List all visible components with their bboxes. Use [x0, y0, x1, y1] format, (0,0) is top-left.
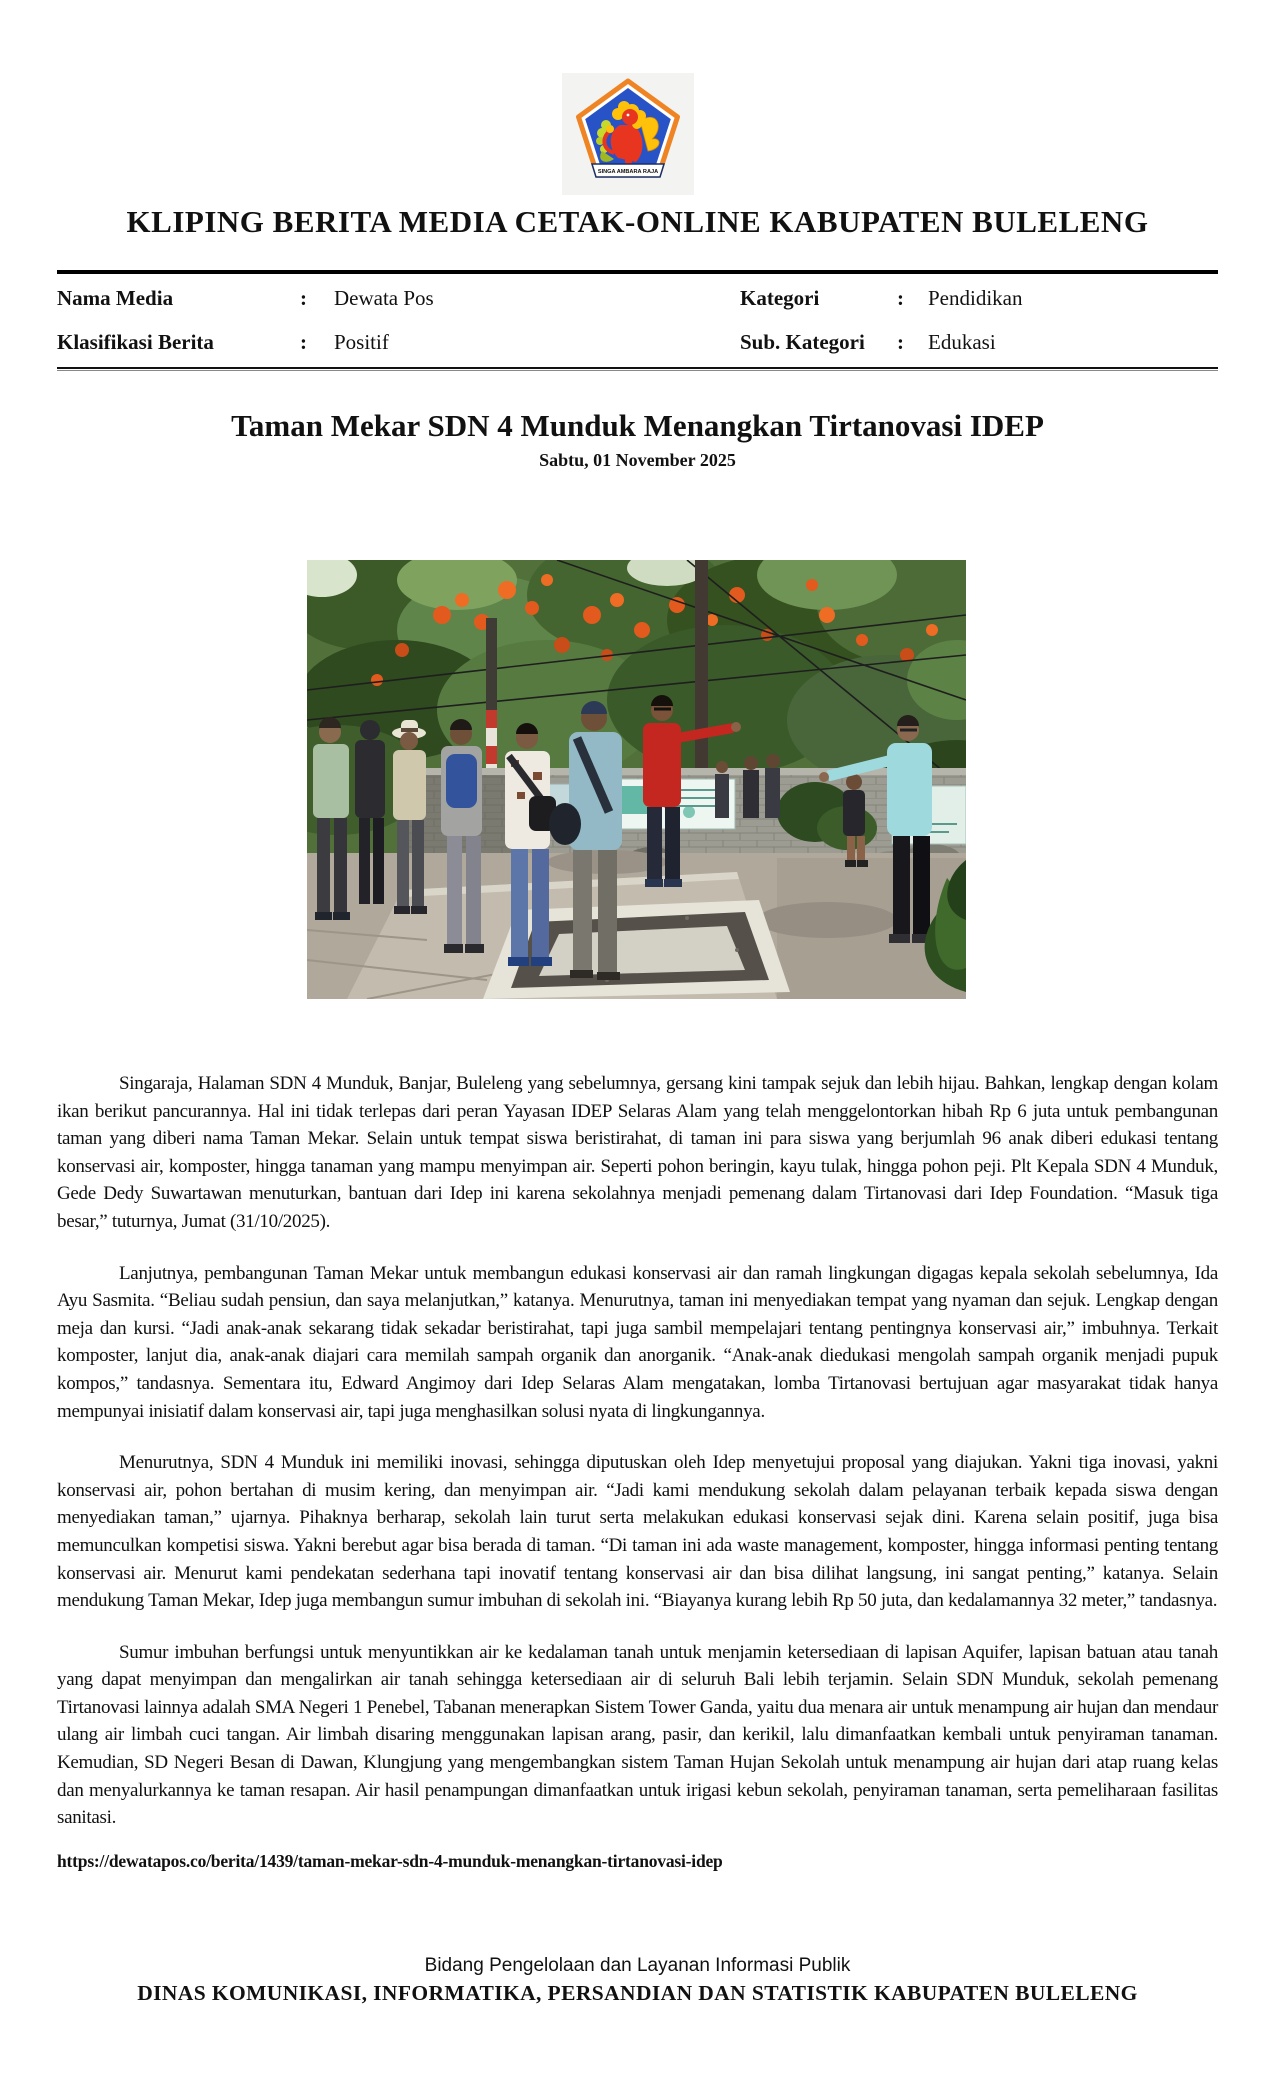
gravel-well-feature [483, 900, 790, 999]
sub-kategori-value: Edukasi [928, 330, 996, 354]
article-title: Taman Mekar SDN 4 Munduk Menangkan Tirtanovasi IDEP [231, 408, 1044, 443]
article-date: Sabtu, 01 November 2025 [539, 450, 736, 470]
klasifikasi-berita-value: Positif [334, 330, 389, 354]
colon: : [300, 330, 307, 354]
source-url-link[interactable]: https://dewatapos.co/berita/1439/taman-mekar-sdn-4-munduk-menangkan-tirtanovasi-idep [57, 1851, 723, 1871]
divider-meta-bottom [57, 367, 1218, 371]
divider-top [57, 270, 1218, 274]
footer-division-line: Bidang Pengelolaan dan Layanan Informasi Publik [424, 1955, 851, 1976]
article-body [57, 1070, 1218, 1856]
kategori-value: Pendidikan [928, 286, 1023, 310]
buleleng-coat-of-arms-logo [562, 73, 694, 195]
footer-agency-line: DINAS KOMUNIKASI, INFORMATIKA, PERSANDIAN DAN STATISTIK KABUPATEN BULELENG [137, 1981, 1138, 2005]
document-title: KLIPING BERITA MEDIA CETAK-ONLINE KABUPATEN BULELENG [126, 204, 1149, 239]
colon: : [897, 330, 904, 354]
paragraph-4: Sumur imbuhan berfungsi untuk menyuntikkan air ke kedalaman tanah untuk menjamin ketersediaan di lapisan Aquifer, lapisan batuan atau tanah yang dapat menyimpan dan mengalirkan air tanah sehingga ketersediaan air di seluruh Bali lebih terjamin. Selain SDN Munduk, sekolah pemenang Tirtanovasi lainnya adalah SMA Negeri 1 Penebel, Tabanan menerapkan Sistem Tower Ganda, yaitu dua menara air untuk menampung air hujan dan mendaur ulang air limbah cuci tangan. Air limbah disaring menggunakan lapisan arang, pasir, dan kerikil, lalu dimanfaatkan kembali untuk penyiraman tanaman. Kemudian, SD Negeri Besan di Dawan, Klungjung yang mengembangkan sistem Taman Hujan Sekolah untuk menampung air hujan dari atap ruang kelas dan menyalurkannya ke taman resapan. Air hasil penampungan dimanfaatkan untuk irigasi kebun sekolah, penyiraman tanaman, serta pemeliharaan fasilitas sanitasi. [57, 1641, 1218, 1829]
kategori-label: Kategori [740, 286, 820, 310]
palm-trunk [695, 560, 708, 792]
logo-banner-text: SINGA AMBARA RAJA [597, 169, 659, 175]
klasifikasi-berita-label: Klasifikasi Berita [57, 330, 214, 354]
paragraph-2: Lanjutnya, pembangunan Taman Mekar untuk membangun edukasi konservasi air dan ramah lingkungan digagas kepala sekolah sebelumnya, Ida Ayu Sasmita. “Beliau sudah pensiun, dan saya melanjutkan,” katanya. Menurutnya, taman ini menyediakan tempat yang nyaman dan sejuk. Lengkap dengan meja dan kursi. “Jadi anak-anak sekarang tidak sekadar beristirahat, tapi juga sambil mempelajari tentang pentingnya konservasi air,” imbuhnya. Terkait komposter, lanjut dia, anak-anak diajari cara memilah sampah organik dan anorganik. “Anak-anak diedukasi mengolah sampah organik menjadi pupuk kompos,” tandasnya. Sementara itu, Edward Angimoy dari Idep Selaras Alam mengatakan, lomba Tirtanovasi bertujuan agar masyarakat tidak hanya mempunyai inisiatif dalam konservasi air, tapi juga menghasilkan solusi nyata di lingkungannya. [57, 1262, 1218, 1422]
nama-media-label: Nama Media [57, 286, 174, 310]
paragraph-1: Singaraja, Halaman SDN 4 Munduk, Banjar, Buleleng yang sebelumnya, gersang kini tampak sejuk dan lebih hijau. Bahkan, lengkap dengan kolam ikan berikut pancurannya. Hal ini tidak terlepas dari peran Yayasan IDEP Selaras Alam yang telah menggelontorkan hibah Rp 6 juta untuk pembangunan taman yang diberi nama Taman Mekar. Selain untuk tempat siswa beristirahat, di taman ini para siswa yang berjumlah 96 anak diberi edukasi tentang konservasi air, komposter, hingga tanaman yang mampu menyimpan air. Seperti pohon beringin, kayu tulak, hingga pohon peji. Plt Kepala SDN 4 Munduk, Gede Dedy Suwartawan menuturkan, bantuan dari Idep ini karena sekolahnya menjadi pemenang dalam Tirtanovasi dari Idep Foundation. “Masuk tiga besar,” tuturnya, Jumat (31/10/2025). [57, 1073, 1218, 1232]
colon: : [300, 286, 307, 310]
sub-kategori-label: Sub. Kategori [740, 330, 865, 354]
colon: : [897, 286, 904, 310]
logo-banner [592, 164, 664, 177]
schoolyard-photo-illustration [307, 560, 966, 999]
article-photo [307, 560, 966, 999]
paragraph-3: Menurutnya, SDN 4 Munduk ini memiliki inovasi, sehingga diputuskan oleh Idep menyetujui proposal yang diajukan. Yakni tiga inovasi, yakni konservasi air, pohon bertahan di musim kering, dan menyimpan air. “Jadi kami mendukung sekolah dalam pelayanan terbaik kepada siswa dengan menyediakan taman,” ujarnya. Pihaknya berharap, sekolah lain turut serta melakukan edukasi konservasi sejak dini. Karena selain positif, juga bisa memunculkan kompetisi siswa. Yakni berebut agar bisa berada di taman. “Di taman ini ada waste management, komposter, hingga informasi penting tentang konservasi air. Menurut kami pendekatan sederhana tapi inovatif tentang konservasi air dan bisa dilihat langsung, ini sangat penting,” katanya. Selain mendukung Taman Mekar, Idep juga membangun sumur imbuhan di sekolah ini. “Biayanya kurang lebih Rp 50 juta, dan kedalamannya 32 meter,” tandasnya. [57, 1452, 1218, 1612]
nama-media-value: Dewata Pos [334, 286, 434, 310]
pentagon-lion-emblem [562, 73, 694, 195]
